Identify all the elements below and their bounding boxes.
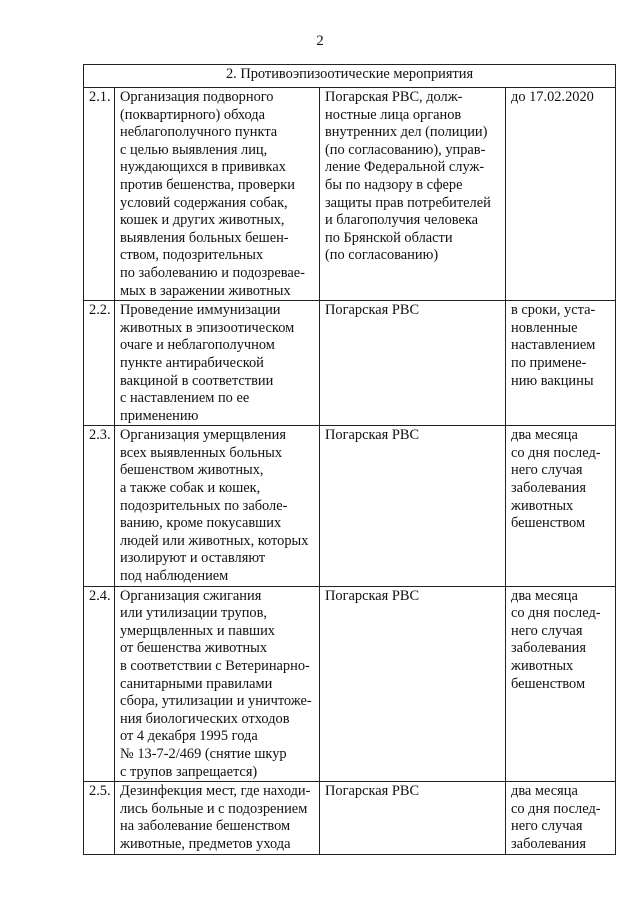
row-number: 2.4. [84, 586, 115, 782]
responsible-line: бы по надзору в сфере [325, 176, 463, 193]
term-line: со дня послед- [511, 800, 601, 817]
section-title: 2. Противоэпизоотические мероприятия [84, 65, 616, 88]
responsible-line: Погарская РВС [325, 427, 420, 444]
action-line: всех выявленных больных [120, 444, 283, 461]
responsible-line: Погарская РВС [325, 783, 420, 800]
action-line: условий содержания собак, [120, 194, 288, 211]
responsible-cell [320, 426, 506, 586]
responsible-cell [320, 301, 506, 426]
table-row [84, 88, 616, 301]
section-header-row [84, 65, 616, 88]
term-line: него случая [511, 622, 583, 639]
action-cell [115, 782, 320, 854]
action-line: от 4 декабря 1995 года [120, 728, 258, 745]
term-line: два месяца [511, 783, 578, 800]
action-line: под наблюдением [120, 568, 229, 585]
action-line: на заболевание бешенством [120, 818, 291, 835]
term-line: два месяца [511, 587, 578, 604]
responsible-cell [320, 586, 506, 782]
term-line: нию вакцины [511, 372, 594, 389]
responsible-line: ление Федеральной служ- [325, 159, 485, 176]
term-cell [506, 301, 616, 426]
action-cell [115, 88, 320, 301]
action-line: сбора, утилизации и уничтоже- [120, 693, 312, 710]
action-line: с целью выявления лиц, [120, 141, 268, 158]
responsible-line: защиты прав потребителей [325, 194, 491, 211]
term-cell [506, 586, 616, 782]
term-line: два месяца [511, 427, 578, 444]
term-line: наставлением [511, 337, 596, 354]
action-line: от бешенства животных [120, 640, 268, 657]
action-line: (поквартирного) обхода [120, 106, 265, 123]
responsible-cell [320, 782, 506, 854]
row-number: 2.5. [84, 782, 115, 854]
row-number: 2.3. [84, 426, 115, 586]
action-line: людей или животных, которых [120, 532, 309, 549]
term-line: по примене- [511, 354, 587, 371]
action-line: с наставлением по ее [120, 390, 250, 407]
action-line: с трупов запрещается) [120, 763, 258, 780]
action-line: мых в заражении животных [120, 282, 291, 299]
term-cell [506, 782, 616, 854]
action-line: очаге и неблагополучном [120, 337, 275, 354]
term-line: него случая [511, 818, 583, 835]
term-line: до 17.02.2020 [511, 89, 594, 105]
action-line: животные, предметов ухода [120, 835, 291, 852]
action-line: вакциной в соответствии [120, 372, 274, 389]
action-line: в соответствии с Ветеринарно- [120, 658, 310, 674]
action-line: ванию, кроме покусавших [120, 515, 282, 532]
term-line: бешенством [511, 675, 586, 692]
measures-table [83, 64, 616, 855]
table-row [84, 586, 616, 782]
action-line: изолируют и оставляют [120, 550, 266, 567]
action-line: а также собак и кошек, [120, 480, 261, 497]
term-line: животных [511, 658, 574, 674]
responsible-line: ностные лица органов [325, 106, 462, 123]
action-cell [115, 586, 320, 782]
action-line: лись больные и с подозрением [120, 800, 308, 817]
responsible-line: Погарская РВС, долж- [325, 89, 463, 105]
action-line: ния биологических отходов [120, 710, 290, 727]
term-line: заболевания [511, 640, 586, 657]
term-cell [506, 88, 616, 301]
term-line: заболевания [511, 835, 586, 852]
action-line: подозрительных по заболе- [120, 497, 288, 514]
row-number: 2.2. [84, 301, 115, 426]
action-line: Организация умерщвления [120, 427, 286, 444]
term-line: со дня послед- [511, 444, 601, 461]
action-line: по заболеванию и подозревае- [120, 264, 305, 281]
action-line: выявления больных бешен- [120, 229, 289, 246]
action-line: нуждающихся в прививках [120, 159, 286, 176]
term-line: в сроки, уста- [511, 302, 596, 319]
responsible-line: внутренних дел (полиции) [325, 124, 488, 141]
action-line: Проведение иммунизации [120, 302, 281, 319]
action-line: бешенством животных, [120, 462, 264, 479]
action-line: применению [120, 407, 199, 424]
term-line: со дня послед- [511, 605, 601, 622]
page-number: 2 [316, 33, 324, 49]
term-line: него случая [511, 462, 583, 479]
action-line: животных в эпизоотическом [120, 319, 295, 336]
table-row [84, 782, 616, 854]
responsible-line: Погарская РВС [325, 587, 420, 604]
responsible-line: (по согласованию) [325, 247, 439, 264]
action-line: против бешенства, проверки [120, 176, 295, 193]
action-line: неблагополучного пункта [120, 124, 278, 141]
term-line: бешенством [511, 515, 586, 532]
action-line: ством, подозрительных [120, 247, 264, 264]
action-cell [115, 426, 320, 586]
responsible-cell [320, 88, 506, 301]
action-line: Организация подворного [120, 89, 274, 105]
responsible-line: (по согласованию), управ- [325, 141, 486, 158]
responsible-line: Погарская РВС [325, 302, 420, 319]
term-line: животных [511, 497, 574, 514]
term-cell [506, 426, 616, 586]
action-line: пункте антирабической [120, 354, 264, 371]
action-cell [115, 301, 320, 426]
table-row [84, 426, 616, 586]
action-line: № 13-7-2/469 (снятие шкур [120, 745, 287, 762]
table-row [84, 301, 616, 426]
row-number: 2.1. [84, 88, 115, 301]
action-line: кошек и других животных, [120, 212, 285, 229]
action-line: или утилизации трупов, [120, 605, 267, 622]
responsible-line: по Брянской области [325, 229, 453, 246]
responsible-line: и благополучия человека [325, 212, 479, 229]
term-line: заболевания [511, 480, 586, 497]
action-line: Организация сжигания [120, 587, 262, 604]
term-line: новленные [511, 319, 578, 336]
action-line: санитарными правилами [120, 675, 273, 692]
action-line: умерщвленных и павших [120, 622, 275, 639]
action-line: Дезинфекция мест, где находи- [120, 783, 311, 800]
